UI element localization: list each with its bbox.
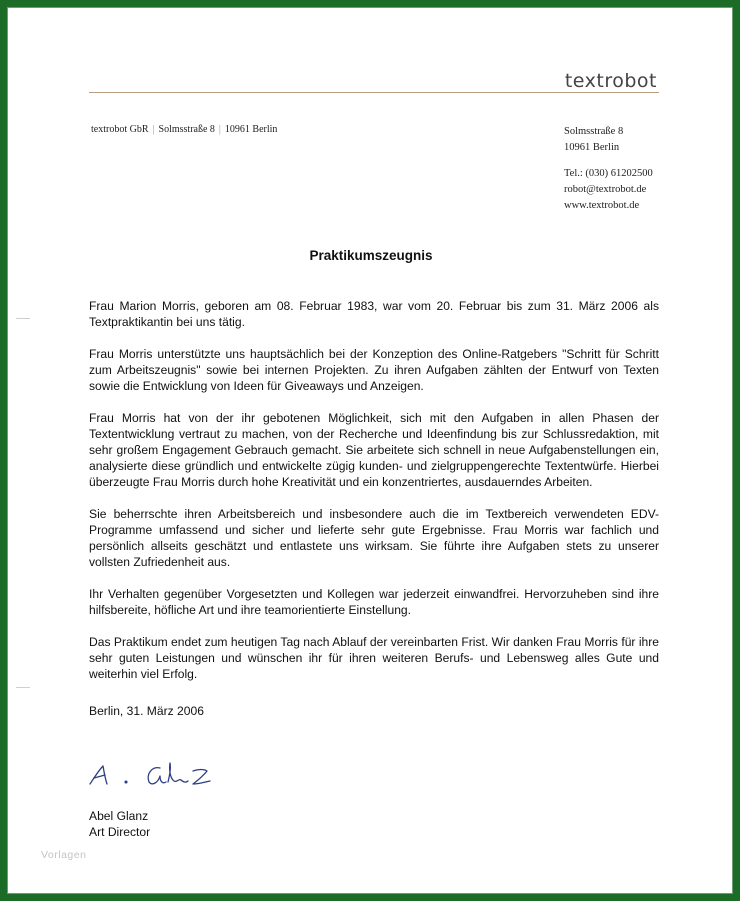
fold-mark xyxy=(16,687,30,688)
body-paragraph: Frau Marion Morris, geboren am 08. Februar 1983, war vom 20. Februar bis zum 31. März 2006 als Textpraktikantin bei uns tätig. xyxy=(89,299,659,329)
contact-phone: Tel.: (030) 61202500 xyxy=(564,168,653,179)
signer-block xyxy=(89,808,150,840)
sender-street: Solmsstraße 8 xyxy=(158,124,215,135)
contact-street: Solmsstraße 8 xyxy=(564,126,624,137)
body-paragraph: Frau Morris hat von der ihr gebotenen Möglichkeit, sich mit den Aufgaben in allen Phasen der Textentwicklung vertraut zu machen, von der Recherche und Ideenfindung bis zur Schlussredaktion, mit sehr großem Engagement Gebrauch gemacht. Sie arbeitete sich schnell in neue Aufgabenstellungen ein, analysierte diese gründlich und entwickelte zügig kunden- und zielgruppengerechte Textentwürfe. Hierbei überzeugte Frau Morris durch hohe Kreativität und ein konzentriertes, ausdauerndes Arbeiten. xyxy=(89,411,659,489)
contact-block xyxy=(564,124,653,214)
sender-city: 10961 Berlin xyxy=(224,124,278,135)
watermark: Vorlagen xyxy=(41,849,87,861)
letter-body xyxy=(89,298,659,698)
company-logo: textrobot xyxy=(564,70,657,92)
fold-mark xyxy=(16,318,30,319)
body-paragraph: Sie beherrschte ihren Arbeitsbereich und insbesondere auch die im Textbereich verwendeten EDV-Programme umfassend und sicher und lieferte sehr gute Ergebnisse. Frau Morris war fachlich und persönlich allseits geschätzt und entlastete uns wirksam. Sie führte ihre Aufgaben stets zu unserer vollsten Zufriedenheit aus. xyxy=(89,507,659,569)
body-paragraph: Das Praktikum endet zum heutigen Tag nach Ablauf der vereinbarten Frist. Wir danken Frau Morris für ihre sehr guten Leistungen und wünschen ihr für ihren weiteren Berufs- und Lebensweg alles Gute und weiterhin viel Erfolg. xyxy=(89,635,659,681)
signer-name: Abel Glanz xyxy=(89,809,149,823)
date-line: Berlin, 31. März 2006 xyxy=(89,704,204,718)
sender-company: textrobot GbR xyxy=(91,124,149,135)
letter-page xyxy=(7,7,733,894)
header-rule xyxy=(89,92,659,93)
body-paragraph: Ihr Verhalten gegenüber Vorgesetzten und Kollegen war jederzeit einwandfrei. Hervorzuheben sind ihre hilfsbereite, höfliche Art und ihre teamorientierte Einstellung. xyxy=(89,587,659,617)
contact-email: robot@textrobot.de xyxy=(564,184,647,195)
contact-web: www.textrobot.de xyxy=(564,200,640,211)
contact-city: 10961 Berlin xyxy=(564,142,620,153)
sender-line: textrobot GbR | Solmsstraße 8 | 10961 Berlin xyxy=(91,124,278,135)
signer-role: Art Director xyxy=(89,825,151,839)
document-title: Praktikumszeugnis xyxy=(309,248,433,263)
body-paragraph: Frau Morris unterstützte uns hauptsächlich bei der Konzeption des Online-Ratgebers "Schritt für Schritt zum Arbeitszeugnis" sowie bei internen Projekten. Zu ihren Aufgaben zählten der Entwurf von Texten sowie die Entwicklung von Ideen für Giveaways und Anzeigen. xyxy=(89,347,659,393)
handwritten-signature xyxy=(86,756,226,797)
